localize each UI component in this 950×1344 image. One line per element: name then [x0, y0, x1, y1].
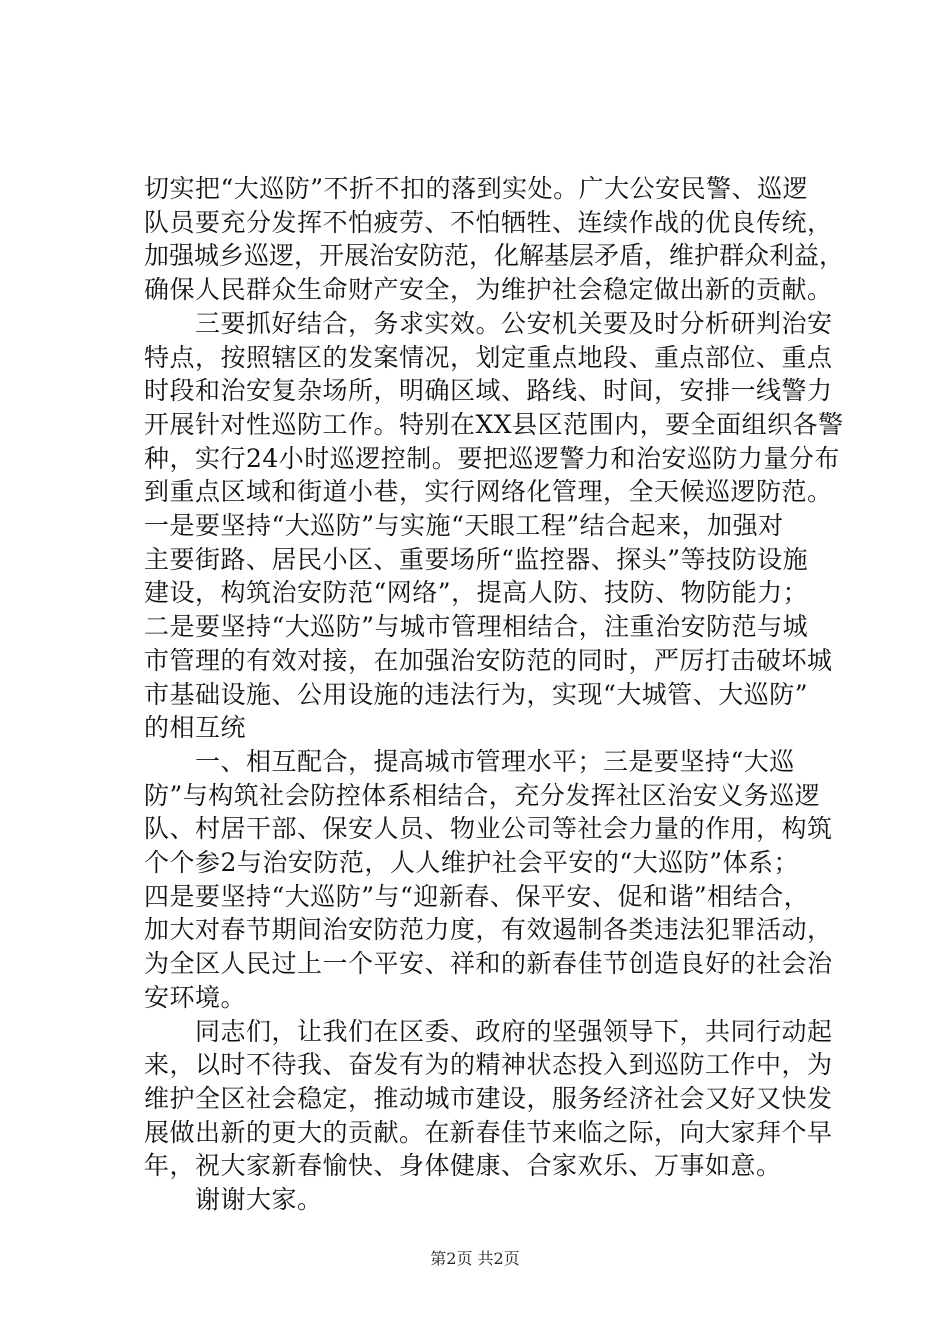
page-footer: 第2页 共2页 — [430, 1249, 520, 1268]
text-line: 一、相互配合，提高城市管理水平；三是要坚持“大巡 — [144, 746, 795, 776]
text-line: 到重点区域和街道小巷，实行网络化管理，全天候巡逻防范。 — [144, 477, 833, 507]
text-line: 二是要坚持“大巡防”与城市管理相结合，注重治安防范与城 — [144, 612, 809, 642]
text-line: 队、村居干部、保安人员、物业公司等社会力量的作用，构筑 — [144, 814, 833, 844]
text-line: 维护全区社会稳定，推动城市建设，服务经济社会又好又快发 — [144, 1083, 833, 1113]
text-line: 为全区人民过上一个平安、祥和的新春佳节创造良好的社会治 — [144, 949, 833, 979]
text-line: 开展针对性巡防工作。特别在XX县区范围内，要全面组织各警 — [144, 409, 844, 439]
text-line: 来，以时不待我、奋发有为的精神状态投入到巡防工作中，为 — [144, 1050, 833, 1080]
text-line: 四是要坚持“大巡防”与“迎新春、保平安、促和谐”相结合， — [144, 881, 810, 911]
text-line: 切实把“大巡防”不折不扣的落到实处。广大公安民警、巡逻 — [144, 174, 809, 203]
text-line: 主要街路、居民小区、重要场所“监控器、探头”等技防设施 — [144, 544, 809, 574]
text-line: 安环境。 — [144, 982, 247, 1012]
text-line: 年，祝大家新春愉快、身体健康、合家欢乐、万事如意。 — [144, 1151, 782, 1181]
text-line: 队员要充分发挥不怕疲劳、不怕牺牲、连续作战的优良传统， — [144, 207, 833, 237]
text-line: 的相互统 — [144, 713, 247, 743]
text-line: 三要抓好结合，务求实效。公安机关要及时分析研判治安 — [144, 308, 833, 338]
text-line: 市基础设施、公用设施的违法行为，实现“大城管、大巡防” — [144, 679, 809, 709]
text-line: 特点，按照辖区的发案情况，划定重点地段、重点部位、重点 — [144, 342, 833, 372]
text-line: 防”与构筑社会防控体系相结合，充分发挥社区治安义务巡逻 — [144, 780, 821, 810]
text-line: 谢谢大家。 — [144, 1185, 323, 1215]
text-line: 确保人民群众生命财产安全，为维护社会稳定做出新的贡献。 — [144, 275, 833, 305]
text-line: 建设，构筑治安防范“网络”，提高人防、技防、物防能力； — [144, 578, 809, 608]
text-line: 种，实行24小时巡逻控制。要把巡逻警力和治安巡防力量分布 — [144, 443, 840, 473]
text-line: 加大对春节期间治安防范力度，有效遏制各类违法犯罪活动， — [144, 915, 833, 945]
text-line: 市管理的有效对接，在加强治安防范的同时，严厉打击破坏城 — [144, 645, 833, 675]
text-line: 同志们，让我们在区委、政府的坚强领导下，共同行动起 — [144, 1016, 833, 1046]
text-line: 个个参2与治安防范，人人维护社会平安的“大巡防”体系； — [144, 848, 799, 878]
text-line: 展做出新的更大的贡献。在新春佳节来临之际，向大家拜个早 — [144, 1117, 833, 1147]
document-body — [144, 172, 844, 1217]
text-line: 加强城乡巡逻，开展治安防范，化解基层矛盾，维护群众利益， — [144, 241, 845, 271]
text-line: 时段和治安复杂场所，明确区域、路线、时间，安排一线警力 — [144, 376, 833, 406]
text-line: 一是要坚持“大巡防”与实施“天眼工程”结合起来，加强对 — [144, 511, 784, 541]
